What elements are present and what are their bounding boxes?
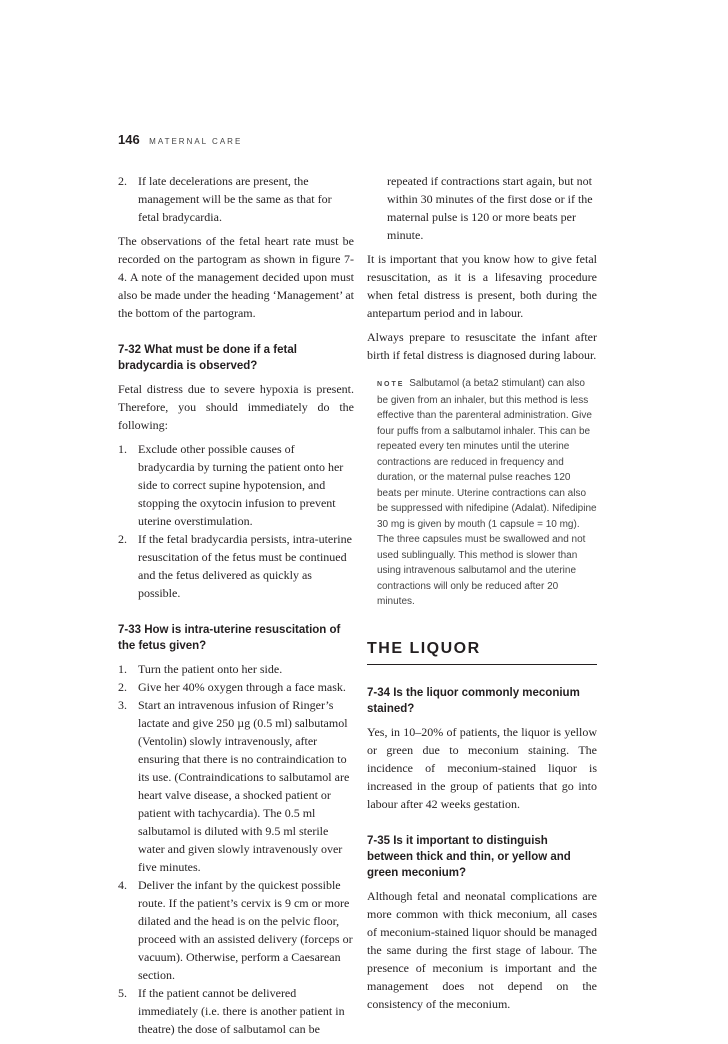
note-label: NOTE — [377, 381, 405, 388]
list-text: Start an intravenous infusion of Ringer’s lactate and give 250 µg (0.5 ml) salbutamol (Ventolin) slowly intravenously, after ensuring that there is no contraindication to its use. (Contraindications to salbutamol are heart valve disease, a shocked patient or patient with tachycardia). The 0.5 ml salbutamol is diluted with 9.5 ml sterile water and given slowly intravenously over five minutes. — [138, 698, 350, 874]
list-number: 1. — [118, 662, 127, 676]
list-text: If late decelerations are present, the management will be the same as that for fetal bradycardia. — [138, 174, 332, 224]
list-number: 2. — [118, 680, 127, 694]
list-continuation: repeated if contractions start again, but not within 30 minutes of the first dose or if the maternal pulse is 120 or more beats per minute. — [387, 174, 593, 242]
list-text: Give her 40% oxygen through a face mask. — [138, 680, 346, 694]
list-number: 1. — [118, 442, 127, 456]
list-item — [118, 530, 354, 602]
list-number: 5. — [118, 986, 127, 1000]
question-heading: 7-34 Is the liquor commonly meconium stained? — [367, 686, 580, 715]
right-column — [367, 172, 597, 1019]
list-text: If the fetal bradycardia persists, intra-uterine resuscitation of the fetus must be continued and the fetus delivered as quickly as possible. — [138, 532, 352, 600]
list-text: Turn the patient onto her side. — [138, 662, 283, 676]
page-header — [118, 131, 242, 149]
list-item — [118, 696, 354, 876]
question-heading: 7-32 What must be done if a fetal bradycardia is observed? — [118, 344, 297, 372]
list-item — [118, 440, 354, 530]
paragraph: Although fetal and neonatal complications are more common with thick meconium, all cases of meconium-stained liquor should be managed the same during the first stage of labour. The presence of meconium is important and the management does not depend on the consistency of the meconium. — [367, 888, 597, 1011]
paragraph: It is important that you know how to give fetal resuscitation, as it is a lifesaving procedure when fetal distress is present, both during the antepartum period and in labour. — [367, 252, 597, 320]
note-text: Salbutamol (a beta2 stimulant) can also be given from an inhaler, but this method is less effective than the parenteral administration. Give four puffs from a salbutamol inhaler. This can be repeated every ten minutes until the uterine contractions are reduced in frequency and duration, or the maternal pulse reaches 120 beats per minute. Uterine contractions can also be suppressed with nifedipine (Adalat). Nifedipine 30 mg is given by mouth (1 capsule = 10 mg). The three capsules must be swallowed and not used sublingually. This method is slower than using intravenous salbutamol and the uterine contractions will only be reduced after 20 minutes. — [377, 378, 597, 607]
list-item — [118, 876, 354, 984]
list-number: 2. — [118, 174, 127, 188]
left-column — [118, 172, 354, 1044]
list-item — [118, 172, 354, 226]
page-number: 146 — [118, 132, 140, 147]
question-heading: 7-35 Is it important to distinguish between thick and thin, or yellow and green meconium? — [367, 834, 571, 879]
running-title: MATERNAL CARE — [149, 137, 243, 146]
list-late-decelerations — [118, 172, 354, 226]
paragraph: Fetal distress due to severe hypoxia is present. Therefore, you should immediately do the following: — [118, 382, 354, 432]
note-box — [377, 376, 597, 610]
list-item — [118, 660, 354, 678]
list-number: 2. — [118, 532, 127, 546]
list-text: Exclude other possible causes of bradycardia by turning the patient onto her side to correct supine hypotension, and stopping the oxytocin infusion to prevent uterine overstimulation. — [138, 442, 344, 528]
section-title: THE LIQUOR — [367, 640, 597, 665]
paragraph: Always prepare to resuscitate the infant after birth if fetal distress is diagnosed during labour. — [367, 330, 597, 362]
list-text: Deliver the infant by the quickest possible route. If the patient’s cervix is 9 cm or more dilated and the head is on the pelvic floor, proceed with an assisted delivery (forceps or vacuum). Otherwise, perform a Caesarean section. — [138, 878, 353, 982]
list-resuscitation-steps — [118, 660, 354, 1038]
list-number: 4. — [118, 878, 127, 892]
question-heading: 7-33 How is intra-uterine resuscitation of the fetus given? — [118, 624, 341, 652]
list-bradycardia-steps — [118, 440, 354, 602]
paragraph: Yes, in 10–20% of patients, the liquor is yellow or green due to meconium staining. The incidence of meconium-stained liquor is increased in the group of patients that go into labour after 42 weeks gestation. — [367, 724, 597, 811]
list-text: If the patient cannot be delivered immediately (i.e. there is another patient in theatre) the dose of salbutamol can be — [138, 986, 345, 1036]
list-number: 3. — [118, 698, 127, 712]
list-item — [118, 678, 354, 696]
paragraph: The observations of the fetal heart rate must be recorded on the partogram as shown in figure 7-4. A note of the management decided upon must also be made under the heading ‘Management’ at the bottom of the partogram. — [118, 234, 355, 320]
